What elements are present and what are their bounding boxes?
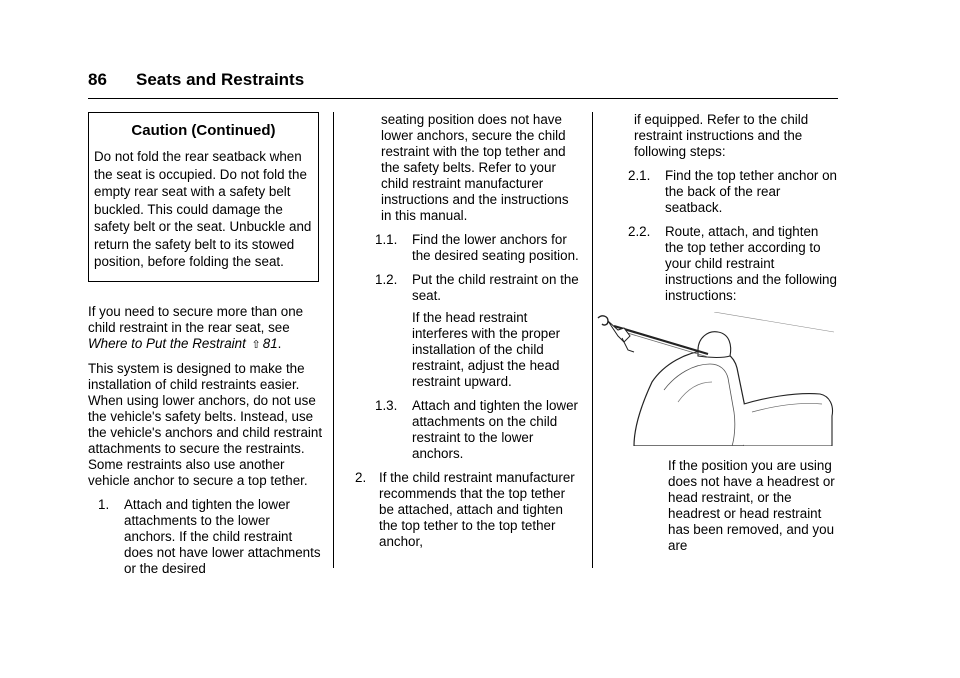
reference-page-number[interactable]: 81 [262,335,278,351]
list-item-text: Attach and tighten the lower attachments to the lower anchors. If the child restraint does not have lower attachments or the desired [124,496,321,576]
paragraph: If you need to secure more than one child restraint in the rear seat, see Where to Put the Restraint ⇧ 81. [88,303,304,351]
sub-list-item [355,232,580,264]
tether-hook-icon [598,316,608,325]
paragraph-text: If you need to secure more than one child restraint in the rear seat, see [88,303,304,335]
list-item-text: Attach and tighten the lower attachments on the child restraint to the lower anchors. [412,398,579,461]
seatback-shape [634,350,747,446]
caution-box [88,112,319,282]
list-item [355,470,580,550]
sub-list-item [355,398,580,462]
list-item-number: 2.1. [628,168,651,183]
list-item-text: Put the child restraint on the seat. [412,272,579,303]
list-item-number: 1.3. [375,398,398,413]
reference-arrow-icon: ⇧ [251,338,261,351]
top-tether-illustration [594,312,834,446]
column-divider-1 [333,112,334,568]
sub-list-paragraph: If the head restraint interferes with the proper installation of the child restraint, adjust the head restraint upward. [412,310,561,389]
list-item-number: 1.2. [375,272,398,287]
column-2 [355,112,580,558]
cross-reference-link[interactable]: Where to Put the Restraint [88,335,246,351]
header-divider [88,98,838,99]
sub-list-item [608,168,840,216]
column-3 [608,112,840,312]
seat-cushion-shape [744,394,833,446]
list-item-text: Find the top tether anchor on the back of the rear seatback. [665,168,837,215]
list-item [88,497,323,577]
paragraph: This system is designed to make the installation of child restraints easier. When using lower anchors, do not use the vehicle's safety belts. Instead, use the vehicle's anchors and child restraint attachments to secure the restraints. Some restraints also use another vehicle anchor to secure a top tether. [88,360,323,488]
list-item-continuation: if equipped. Refer to the child restraint instructions and the following steps: [634,112,809,159]
caution-body: Do not fold the rear seatback when the seat is occupied. Do not fold the empty rear seat with a safety belt buckled. This could damage the safety belt or the seat. Unbuckle and return the safety belt to its stowed position, before folding the seat. [94,149,312,269]
section-title: Seats and Restraints [136,70,305,89]
column-1 [88,112,323,585]
list-item-text: If the child restraint manufacturer recommends that the top tether be attached, attach and tighten the top tether to the top tether anchor, [379,470,575,549]
list-item-number: 2. [355,470,367,485]
list-item-number: 1.1. [375,232,398,247]
list-item-text: Route, attach, and tighten the top tether according to your child restraint instructions and the following instructions: [665,224,837,303]
list-item-text: Find the lower anchors for the desired seating position. [412,232,579,263]
page-header [88,70,304,90]
list-item-continuation: seating position does not have lower anchors, secure the child restraint with the top tether and the safety belts. Refer to your child restraint manufacturer instructions and the instructions in this manual. [381,112,569,223]
sub-list-item [355,272,580,304]
sub-list-item [608,224,840,304]
list-item-number: 2.2. [628,224,651,239]
column-divider-2 [592,112,593,568]
column-3-paragraph: If the position you are using does not have a headrest or head restraint, or the headrest or head restraint has been removed, and you are [668,458,835,553]
caution-title: Caution (Continued) [131,122,276,139]
tether-adjuster [608,321,630,342]
list-item-number: 1. [98,496,110,512]
page-number: 86 [88,70,107,89]
window-line [714,312,834,332]
headrest-shape [698,332,731,358]
